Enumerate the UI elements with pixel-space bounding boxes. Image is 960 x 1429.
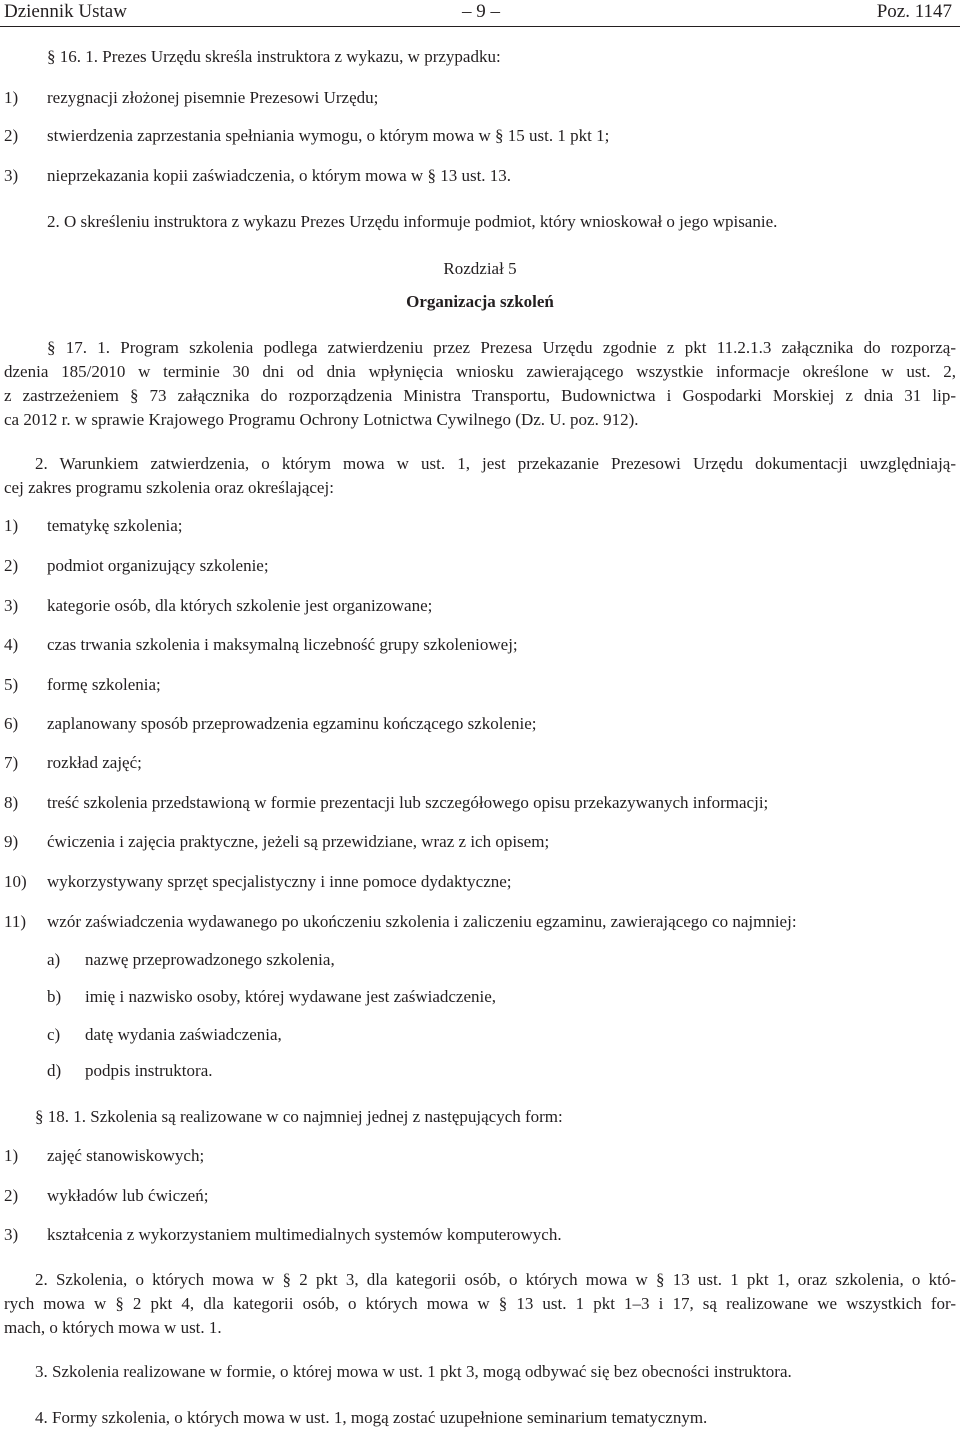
par18-ust4: 4. Formy szkolenia, o których mowa w ust. 1, mogą zostać uzupełnione seminarium tematycznym. xyxy=(35,1408,708,1427)
list-item-text: kształcenia z wykorzystaniem multimedialnych systemów komputerowych. xyxy=(47,1225,562,1244)
list-item-number: 2) xyxy=(4,1186,19,1205)
par18-ust3: 3. Szkolenia realizowane w formie, o której mowa w ust. 1 pkt 3, mogą odbywać się bez obecności instruktora. xyxy=(35,1362,792,1381)
par18-ust2-line: rych mowa w § 2 pkt 4, dla kategorii osób, o których mowa w § 13 ust. 1 pkt 1–3 i 17, są realizowane we wszystkich for- xyxy=(4,1294,956,1313)
list-item-text: rezygnacji złożonej pisemnie Prezesowi Urzędu; xyxy=(47,88,379,107)
list-item-text: nieprzekazania kopii zaświadczenia, o którym mowa w § 13 ust. 13. xyxy=(47,166,512,185)
list-item-text: wykorzystywany sprzęt specjalistyczny i inne pomoce dydaktyczne; xyxy=(47,872,512,891)
sub-item-letter: d) xyxy=(47,1061,62,1080)
position-number: Poz. 1147 xyxy=(876,1,952,22)
list-item-text: zajęć stanowiskowych; xyxy=(47,1146,205,1165)
par17-ust1-line: ca 2012 r. w sprawie Krajowego Programu Ochrony Lotnictwa Cywilnego (Dz. U. poz. 912). xyxy=(4,410,639,429)
list-item-number: 4) xyxy=(4,635,19,654)
list-item-text: rozkład zajęć; xyxy=(47,753,142,772)
list-item-text: wzór zaświadczenia wydawanego po ukończeniu szkolenia i zaliczeniu egzaminu, zawierającego co najmniej: xyxy=(47,912,797,931)
par17-ust1-line: dzenia 185/2010 w terminie 30 dni od dnia wpłynięcia wniosku zawierającego wszystkie informacje określone w ust. 2, xyxy=(4,362,956,381)
chapter-number: Rozdział 5 xyxy=(443,259,517,278)
list-item-number: 8) xyxy=(4,793,19,812)
list-item-text: podmiot organizujący szkolenie; xyxy=(47,556,269,575)
list-item-text: wykładów lub ćwiczeń; xyxy=(47,1186,209,1205)
list-item-text: formę szkolenia; xyxy=(47,675,161,694)
page-header xyxy=(0,0,960,30)
list-item-number: 2) xyxy=(4,556,19,575)
list-item-number: 9) xyxy=(4,832,19,851)
par18-ust2-line: mach, o których mowa w ust. 1. xyxy=(4,1318,222,1337)
sub-item-letter: b) xyxy=(47,987,62,1006)
sub-item-text: datę wydania zaświadczenia, xyxy=(85,1025,282,1044)
list-item-number: 6) xyxy=(4,714,19,733)
sub-item-letter: c) xyxy=(47,1025,61,1044)
par17-ust1-line: § 17. 1. Program szkolenia podlega zatwierdzeniu przez Prezesa Urzędu zgodnie z pkt 11.2.1.3 załącznika do rozporzą- xyxy=(47,338,956,357)
sub-item-text: podpis instruktora. xyxy=(85,1061,213,1080)
list-item-text: stwierdzenia zaprzestania spełniania wymogu, o którym mowa w § 15 ust. 1 pkt 1; xyxy=(47,126,610,145)
list-item-number: 1) xyxy=(4,1146,19,1165)
list-item-text: kategorie osób, dla których szkolenie jest organizowane; xyxy=(47,596,433,615)
list-item-number: 5) xyxy=(4,675,19,694)
list-item-number: 1) xyxy=(4,88,19,107)
par18-ust2-line: 2. Szkolenia, o których mowa w § 2 pkt 3, dla kategorii osób, o których mowa w § 13 ust. 1 pkt 1, oraz szkolenia, o któ- xyxy=(35,1270,956,1289)
page-number: – 9 – xyxy=(462,1,500,22)
par18-intro: § 18. 1. Szkolenia są realizowane w co najmniej jednej z następujących form: xyxy=(35,1107,563,1126)
list-item-text: czas trwania szkolenia i maksymalną liczebność grupy szkoleniowej; xyxy=(47,635,518,654)
par16-ust2: 2. O skreśleniu instruktora z wykazu Prezes Urzędu informuje podmiot, który wnioskował o jego wpisanie. xyxy=(47,212,778,231)
list-item-number: 2) xyxy=(4,126,19,145)
list-item-number: 3) xyxy=(4,596,19,615)
sub-item-text: imię i nazwisko osoby, której wydawane jest zaświadczenie, xyxy=(85,987,497,1006)
list-item-number: 1) xyxy=(4,516,19,535)
par17-ust2-line: 2. Warunkiem zatwierdzenia, o którym mowa w ust. 1, jest przekazanie Prezesowi Urzędu dokumentacji uwzględniają- xyxy=(35,454,956,473)
sub-item-letter: a) xyxy=(47,950,61,969)
list-item-text: tematykę szkolenia; xyxy=(47,516,183,535)
list-item-text: ćwiczenia i zajęcia praktyczne, jeżeli są przewidziane, wraz z ich opisem; xyxy=(47,832,550,851)
par17-ust1-line: z zastrzeżeniem § 73 załącznika do rozporządzenia Ministra Transportu, Budownictwa i Gospodarki Morskiej z dnia 31 lip- xyxy=(4,386,956,405)
sub-item-text: nazwę przeprowadzonego szkolenia, xyxy=(85,950,335,969)
list-item-number: 11) xyxy=(4,912,27,931)
list-item-text: zaplanowany sposób przeprowadzenia egzaminu kończącego szkolenie; xyxy=(47,714,537,733)
par16-intro: § 16. 1. Prezes Urzędu skreśla instruktora z wykazu, w przypadku: xyxy=(47,47,501,66)
par17-ust2-line: cej zakres programu szkolenia oraz określającej: xyxy=(4,478,334,497)
journal-title: Dziennik Ustaw xyxy=(4,1,127,22)
list-item-number: 3) xyxy=(4,166,19,185)
chapter-title: Organizacja szkoleń xyxy=(406,292,554,311)
list-item-number: 7) xyxy=(4,753,19,772)
list-item-text: treść szkolenia przedstawioną w formie prezentacji lub szczegółowego opisu przekazywanych informacji; xyxy=(47,793,769,812)
list-item-number: 3) xyxy=(4,1225,19,1244)
list-item-number: 10) xyxy=(4,872,27,891)
header-rule xyxy=(0,26,960,27)
